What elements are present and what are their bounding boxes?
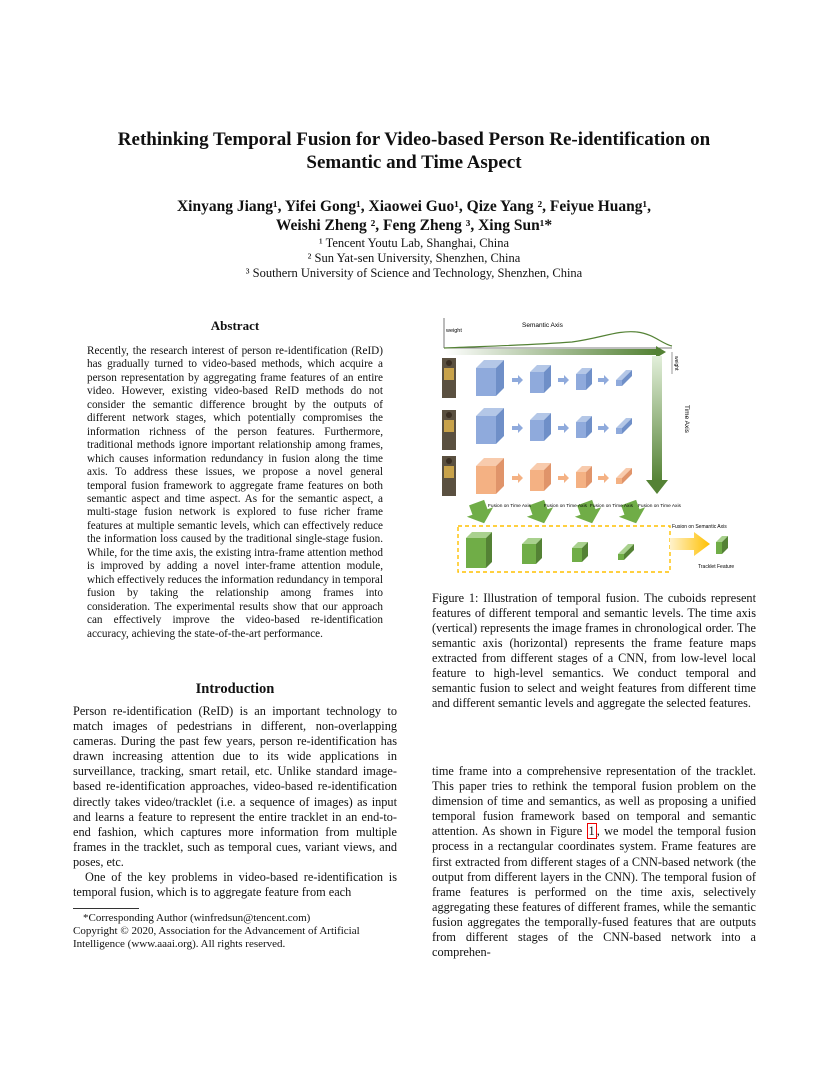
fusion-time-label-2: Fusion on Time Axis xyxy=(544,504,587,509)
time-axis-arrow xyxy=(646,480,668,494)
fusion-time-label-3: Fusion on Time Axis xyxy=(590,504,633,509)
cube xyxy=(576,416,592,438)
introduction-heading: Introduction xyxy=(195,681,275,697)
figure-1-illustration xyxy=(432,312,756,584)
right-column-body xyxy=(432,764,756,960)
cube xyxy=(530,463,551,491)
semantic-axis-label: Semantic Axis xyxy=(522,322,563,329)
person-frame-3 xyxy=(442,456,456,496)
footnote-divider xyxy=(73,908,139,909)
feature-row-2 xyxy=(476,408,632,444)
right-paragraph-1 xyxy=(432,764,756,960)
cube xyxy=(476,458,504,494)
figure-1 xyxy=(432,312,756,584)
introduction-body xyxy=(73,704,397,900)
cube xyxy=(476,408,504,444)
cube xyxy=(476,360,504,396)
semantic-fusion-arrow xyxy=(670,532,710,556)
time-axis-bar xyxy=(652,356,662,482)
weight-vertical-label: weight xyxy=(673,356,679,371)
cube xyxy=(616,468,632,484)
tracklet-cubes xyxy=(466,532,634,568)
abstract-text: Recently, the research interest of person re-identification (ReID) has gradually turned to video-based methods, which acquire a person representation by aggregating frame features of an entire video. However, existing video-based ReID methods do not consider the semantic difference brought by the outputs of different network stages, which potentially compromises the information richness of the person features. Furthermore, traditional methods ignore important relationship among frames, which causes information redundancy in fusion along the time axis. To address these issues, we propose a novel general temporal fusion framework to aggregate frame features on both semantic aspect and time aspect. As for the semantic aspect, a multi-stage fusion network is explored to fuse richer frame features at multiple semantic levels, which can effectively reduce the information loss caused by the traditional single-stage fusion. While, for the time axis, the existing intra-frame attention method is improved by adding a novel inter-frame attention module, which effectively reduces the information redundancy in temporal fusion by taking the relationship among frames into consideration. The experimental results show that our approach can effectively improve the video-based re-identification accuracy, achieving the state-of-the-art performance. xyxy=(87,345,383,640)
person-frame-1 xyxy=(442,358,456,398)
authors-line-2: Weishi Zheng ², Feng Zheng ³, Xing Sun¹* xyxy=(275,217,553,234)
cube xyxy=(530,365,551,393)
feature-row-3 xyxy=(476,458,632,494)
feature-row-1 xyxy=(476,360,632,396)
weight-label: weight xyxy=(446,328,462,334)
tracklet-feature-cube xyxy=(716,536,728,554)
author-list xyxy=(120,197,708,235)
footnotes xyxy=(73,912,397,951)
right-paragraph-1-start: time frame into a comprehensive representation of the tracklet. This paper tries to rethink the temporal fusion problem on the dimension of time and semantics, as well as proposing a unified temporal fusion framework based on temporal and semantic attention. As shown in Figure xyxy=(432,764,756,839)
cube xyxy=(530,413,551,441)
intro-paragraph-2: One of the key problems in video-based re-identification is temporal fusion, which is to aggregate feature from each xyxy=(73,870,397,900)
abstract-heading: Abstract xyxy=(210,318,260,333)
person-frame-2 xyxy=(442,410,456,450)
fusion-time-label-1: Fusion on Time Axis xyxy=(488,504,531,509)
cube xyxy=(618,544,634,560)
fusion-time-label-4: Fusion on Time Axis xyxy=(638,504,681,509)
right-paragraph-1-end: , we model the temporal fusion process in a rectangular coordinates system. Frame features are first extracted from different stages of a CNN-based network (the output from different layers in the CNN). The temporal fusion of frame features is performed on the time axis, selectively aggregating these features of different frames, while the semantic fusion aggregates the temporally-fused features that are outputs from different stages of the CNN-based network into a comprehen- xyxy=(432,824,756,960)
intro-paragraph-1: Person re-identification (ReID) is an important technology to match images of pedestrians in different, non-overlapping cameras. During the past few years, person re-identification has drawn increasing attention due to its wide applications in surveillance, tracking, smart retail, etc. Unlike standard image-based re-identification approaches, video-based re-identification directly takes video/tracklet (i.e. a sequence of images) as input and learns a feature to represent the entire tracklet in an end-to-end fashion, which captures more information from multiple frames in the tracklet, such as temporal cues, variant views, and poses, etc. xyxy=(73,704,397,869)
cube xyxy=(616,418,632,434)
affiliation-2: ² Sun Yat-sen University, Shenzhen, China xyxy=(307,251,521,265)
cube xyxy=(572,542,588,562)
cube xyxy=(466,532,492,568)
figure-1-reference-link[interactable]: 1 xyxy=(588,824,595,839)
cube xyxy=(522,538,542,564)
footnote-corresponding-author: *Corresponding Author (winfredsun@tencent.com) xyxy=(83,912,311,924)
cube xyxy=(576,466,592,488)
time-fusion-arrows xyxy=(463,498,681,528)
semantic-weight-curve xyxy=(444,318,672,348)
figure-1-caption: Figure 1: Illustration of temporal fusion. The cuboids represent features of different temporal and semantic levels. The time axis (vertical) represents the image frames in chronological order. The semantic axis (horizontal) represents the frame feature maps extracted from different stages of a CNN, from low-level local feature to high-level semantics. We conduct temporal and semantic fusion to select and weight features from different time and different semantic levels and aggregate the selected features. xyxy=(432,591,756,710)
time-axis-label: Time Axis xyxy=(683,405,690,433)
authors-line-1: Xinyang Jiang¹, Yifei Gong¹, Xiaowei Guo¹, Qize Yang ², Feiyue Huang¹, xyxy=(176,198,652,215)
semantic-axis-bar xyxy=(444,349,656,355)
affiliation-1: ¹ Tencent Youtu Lab, Shanghai, China xyxy=(318,236,510,250)
cube xyxy=(616,370,632,386)
affiliation-3: ³ Southern University of Science and Technology, Shenzhen, China xyxy=(245,266,583,280)
paper-title: Rethinking Temporal Fusion for Video-based Person Re-identification on Semantic and Time Aspect xyxy=(117,129,711,173)
tracklet-feature-label: Tracklet Feature xyxy=(698,564,735,570)
fusion-semantic-label: Fusion on Semantic Axis xyxy=(672,524,727,530)
footnote-copyright: Copyright © 2020, Association for the Advancement of Artificial Intelligence (www.aaai.org). All rights reserved. xyxy=(73,925,360,950)
cube xyxy=(576,368,592,390)
